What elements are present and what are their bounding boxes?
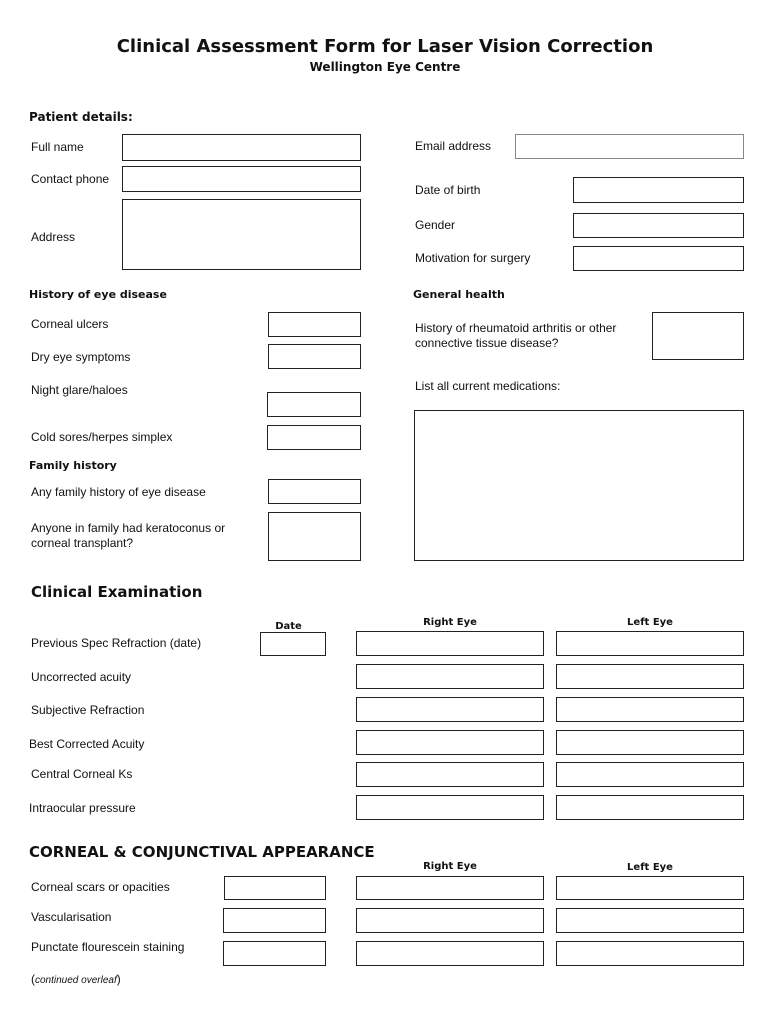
exam-row-label: Previous Spec Refraction (date): [31, 636, 202, 650]
form-title: Clinical Assessment Form for Laser Vision Correction: [116, 36, 654, 57]
date-column-header: Date: [275, 621, 302, 632]
family-eye-disease-field[interactable]: [268, 479, 361, 504]
address-label: Address: [31, 230, 76, 244]
address-field[interactable]: [122, 199, 361, 270]
corneal-ulcers-label: Corneal ulcers: [31, 317, 109, 331]
gender-field[interactable]: [573, 213, 744, 238]
subjective-refraction-right-field[interactable]: [356, 697, 544, 722]
keratoconus-field[interactable]: [268, 512, 361, 561]
exam-row-label: Best Corrected Acuity: [29, 737, 145, 751]
exam-row-label: Uncorrected acuity: [31, 670, 132, 684]
spec-refraction-date-field[interactable]: [260, 632, 326, 656]
night-glare-field[interactable]: [267, 392, 361, 417]
full-name-field[interactable]: [122, 134, 361, 161]
night-glare-label: Night glare/haloes: [31, 383, 128, 397]
dry-eye-label: Dry eye symptoms: [31, 350, 131, 364]
intraocular-pressure-right-field[interactable]: [356, 795, 544, 820]
left-eye-column-header: Left Eye: [627, 617, 673, 628]
exam-row-label: Subjective Refraction: [31, 703, 145, 717]
punctate-staining-date-field[interactable]: [223, 941, 326, 966]
intraocular-pressure-left-field[interactable]: [556, 795, 744, 820]
corneal-scars-right-field[interactable]: [356, 876, 544, 900]
spec-refraction-left-field[interactable]: [556, 631, 744, 656]
exam-row-label: Central Corneal Ks: [31, 767, 133, 781]
medications-label: List all current medications:: [415, 379, 561, 393]
right-eye-column-header: Right Eye: [423, 617, 477, 628]
vascularisation-right-field[interactable]: [356, 908, 544, 933]
spec-refraction-right-field[interactable]: [356, 631, 544, 656]
corneal-scars-date-field[interactable]: [224, 876, 326, 900]
cold-sores-label: Cold sores/herpes simplex: [31, 430, 173, 444]
contact-phone-field[interactable]: [122, 166, 361, 192]
rheumatoid-field[interactable]: [652, 312, 744, 360]
corneal-row-label: Vascularisation: [31, 910, 112, 924]
gender-label: Gender: [415, 218, 456, 232]
continued-overleaf-note: [31, 972, 121, 986]
subjective-refraction-left-field[interactable]: [556, 697, 744, 722]
patient-details-heading: Patient details:: [29, 110, 133, 124]
punctate-staining-right-field[interactable]: [356, 941, 544, 966]
full-name-label: Full name: [31, 140, 84, 154]
medications-field[interactable]: [414, 410, 744, 561]
contact-phone-label: Contact phone: [31, 172, 110, 186]
best-corrected-acuity-left-field[interactable]: [556, 730, 744, 755]
corneal-ulcers-field[interactable]: [268, 312, 361, 337]
close-paren: ): [116, 972, 121, 986]
clinical-exam-heading: Clinical Examination: [31, 583, 203, 601]
vascularisation-date-field[interactable]: [223, 908, 326, 933]
exam-row-label: Intraocular pressure: [29, 801, 136, 815]
family-history-heading: Family history: [29, 459, 117, 472]
best-corrected-acuity-right-field[interactable]: [356, 730, 544, 755]
continued-overleaf-text: continued overleaf: [35, 975, 117, 986]
clinic-name: Wellington Eye Centre: [309, 60, 461, 74]
corneal-scars-left-field[interactable]: [556, 876, 744, 900]
dob-field[interactable]: [573, 177, 744, 203]
email-label: Email address: [415, 139, 492, 153]
uncorrected-acuity-left-field[interactable]: [556, 664, 744, 689]
left-eye-column-header: Left Eye: [627, 862, 673, 873]
family-eye-disease-label: Any family history of eye disease: [31, 485, 206, 499]
keratoconus-label: Anyone in family had keratoconus or corneal transplant?: [31, 521, 226, 550]
right-eye-column-header: Right Eye: [423, 861, 477, 872]
eye-history-heading: History of eye disease: [29, 288, 167, 301]
dob-label: Date of birth: [415, 183, 481, 197]
motivation-field[interactable]: [573, 246, 744, 271]
central-corneal-ks-left-field[interactable]: [556, 762, 744, 787]
open-paren: (: [31, 972, 35, 986]
motivation-label: Motivation for surgery: [415, 251, 531, 265]
cold-sores-field[interactable]: [267, 425, 361, 450]
email-field[interactable]: [515, 134, 744, 159]
corneal-appearance-heading: CORNEAL & CONJUNCTIVAL APPEARANCE: [29, 843, 375, 861]
general-health-heading: General health: [413, 288, 505, 301]
uncorrected-acuity-right-field[interactable]: [356, 664, 544, 689]
rheumatoid-label: History of rheumatoid arthritis or other connective tissue disease?: [415, 321, 617, 350]
vascularisation-left-field[interactable]: [556, 908, 744, 933]
dry-eye-field[interactable]: [268, 344, 361, 369]
corneal-row-label: Corneal scars or opacities: [31, 880, 170, 894]
corneal-row-label: Punctate flourescein staining: [31, 940, 185, 954]
central-corneal-ks-right-field[interactable]: [356, 762, 544, 787]
punctate-staining-left-field[interactable]: [556, 941, 744, 966]
